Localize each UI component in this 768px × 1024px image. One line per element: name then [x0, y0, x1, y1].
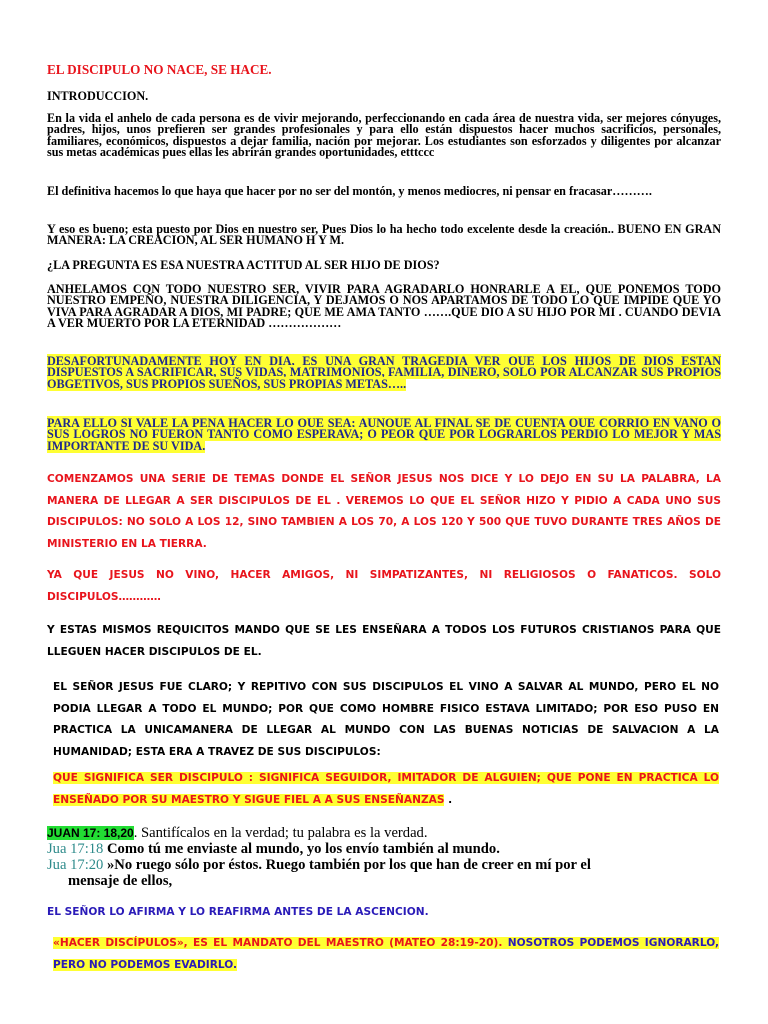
verse-jua-17-18: [47, 842, 721, 858]
document-title: EL DISCIPULO NO NACE, SE HACE.: [47, 62, 272, 77]
paragraph-6-highlighted: [47, 356, 721, 390]
paragraph-12-text: QUE SIGNIFICA SER DISCIPULO : SIGNIFICA SEGUIDOR, IMITADOR DE ALGUIEN; QUE PONE EN PRACTICA LO ENSEÑADO POR SU MAESTRO Y SIGUE FIEL A A SUS ENSEÑANZAS: [53, 772, 719, 806]
paragraph-5: ANHELAMOS CON TODO NUESTRO SER, VIVIR PARA AGRADARLO HONRARLE A EL, QUE PONEMOS TODO NUESTRO EMPEÑO, NUESTRA DILIGENCIA, Y DEJAMOS O NOS APARTAMOS DE TODO LO QUE IMPIDE QUE YO VIVA PARA AGRADAR A DIOS, MI PADRE; QUE ME AMA TANTO …….QUE DIO A SU HIJO POR MI . CUANDO DEVIA A VER MUERTO POR LA ETERNIDAD ………………: [47, 282, 721, 331]
paragraph-11: EL SEÑOR JESUS FUE CLARO; Y REPITIVO CON SUS DISCIPULOS EL VINO A SALVAR AL MUNDO, PERO EL NO PODIA LLEGAR A TODO EL MUNDO; POR QUE COMO HOMBRE FISICO ESTAVA LIMITADO; POR ESO PUSO EN PRACTICA LA UNICAMANERA DE LLEGAR AL MUNDO CON LAS BUENAS NOTICIAS DE SALVACION A LA HUMANIDAD; ESTA ERA A TRAVEZ DE SUS DISCIPULOS:: [53, 681, 719, 758]
verse-reference: Jua 17:18: [47, 841, 104, 857]
verse-text: »No ruego sólo por éstos. Ruego también por los que han de creer en mí por el: [103, 857, 591, 873]
paragraph-7-highlighted: [47, 418, 721, 452]
verse-text: . Santifícalos en la verdad; tu palabra es la verdad.: [133, 825, 428, 841]
paragraph-9: YA QUE JESUS NO VINO, HACER AMIGOS, NI SIMPATIZANTES, NI RELIGIOSOS O FANATICOS. SOLO DISCIPULOS…………: [47, 569, 721, 603]
intro-heading: INTRODUCCION.: [47, 89, 149, 103]
verse-text-continued: mensaje de ellos,: [68, 872, 173, 889]
paragraph-14-blue-text: NOSOTROS PODEMOS IGNORARLO, PERO NO PODEMOS EVADIRLO.: [53, 937, 720, 971]
verse-reference: Jua 17:20: [47, 857, 104, 873]
paragraph-6-text: DESAFORTUNADAMENTE HOY EN DIA, ES UNA GRAN TRAGEDIA VER QUE LOS HIJOS DE DIOS ESTAN DISPUESTOS A SACRIFICAR, SUS VIDAS, MATRIMONIOS, FAMILIA, DINERO, SOLO POR ALCANZAR SUS PROPIOS OBGETIVOS, SUS PROPIOS SUEÑOS, SUS PROPIAS METAS…..: [47, 354, 721, 391]
paragraph-2: El definitiva hacemos lo que haya que hacer por no ser del montón, y menos mediocres, ni pensar en fracasar……….: [47, 184, 652, 198]
paragraph-4: ¿LA PREGUNTA ES ESA NUESTRA ACTITUD AL SER HIJO DE DIOS?: [47, 258, 440, 272]
verse-text: Como tú me enviaste al mundo, yo los envío también al mundo.: [103, 841, 500, 857]
verse-juan-17-18-20: [47, 826, 721, 842]
paragraph-14-red-text: «HACER DISCÍPULOS», ES EL MANDATO DEL MAESTRO (MATEO 28:19-20).: [53, 937, 503, 949]
paragraph-13: EL SEÑOR LO AFIRMA Y LO REAFIRMA ANTES DE LA ASCENCION.: [47, 906, 429, 918]
verse-jua-17-20: [47, 858, 721, 889]
paragraph-14: [53, 933, 719, 976]
paragraph-8: COMENZAMOS UNA SERIE DE TEMAS DONDE EL SEÑOR JESUS NOS DICE Y LO DEJO EN SU LA PALABRA, LA MANERA DE LLEGAR A SER DISCIPULOS DE EL . VEREMOS LO QUE EL SEÑOR HIZO Y PIDIO A CADA UNO SUS DISCIPULOS: NO SOLO A LOS 12, SINO TAMBIEN A LOS 70, A LOS 120 Y 500 QUE TUVO DURANTE TRES AÑOS DE MINISTERIO EN LA TIERRA.: [47, 473, 721, 550]
verse-reference-highlighted: JUAN 17: 18,20: [47, 826, 134, 840]
paragraph-7-text: PARA ELLO SI VALE LA PENA HACER LO QUE SEA; AUNQUE AL FINAL SE DE CUENTA QUE CORRIO EN VANO O SUS LOGROS NO FUERON TANTO COMO ESPERAVA; O PEOR QUE POR LOGRARLOS PERDIO LO MEJOR Y MAS IMPORTANTE DE SU VIDA.: [47, 416, 721, 453]
paragraph-12: [53, 768, 719, 811]
paragraph-12-end: .: [444, 793, 453, 806]
paragraph-10: Y ESTAS MISMOS REQUICITOS MANDO QUE SE LES ENSEÑARA A TODOS LOS FUTUROS CRISTIANOS PARA QUE LLEGUEN HACER DISCIPULOS DE EL.: [47, 624, 721, 658]
paragraph-3: Y eso es bueno; esta puesto por Dios en nuestro ser, Pues Dios lo ha hecho todo excelente desde la creación.. BUENO EN GRAN MANERA: LA CREACION, AL SER HUMANO H Y M.: [47, 222, 721, 248]
paragraph-1: En la vida el anhelo de cada persona es de vivir mejorando, perfeccionando en cada área de nuestra vida, ser mejores cónyuges, padres, hijos, unos prefieren ser grandes profesionales y para ello están dispuestos hacer muchos sacrificios, personales, familiares, económicos, dispuestos a dejar familia, nación por mejorar. Los estudiantes son esforzados y diligentes por alcanzar sus metas académicas pues ellas les abrirán grandes oportunidades, etttccc: [47, 111, 721, 160]
